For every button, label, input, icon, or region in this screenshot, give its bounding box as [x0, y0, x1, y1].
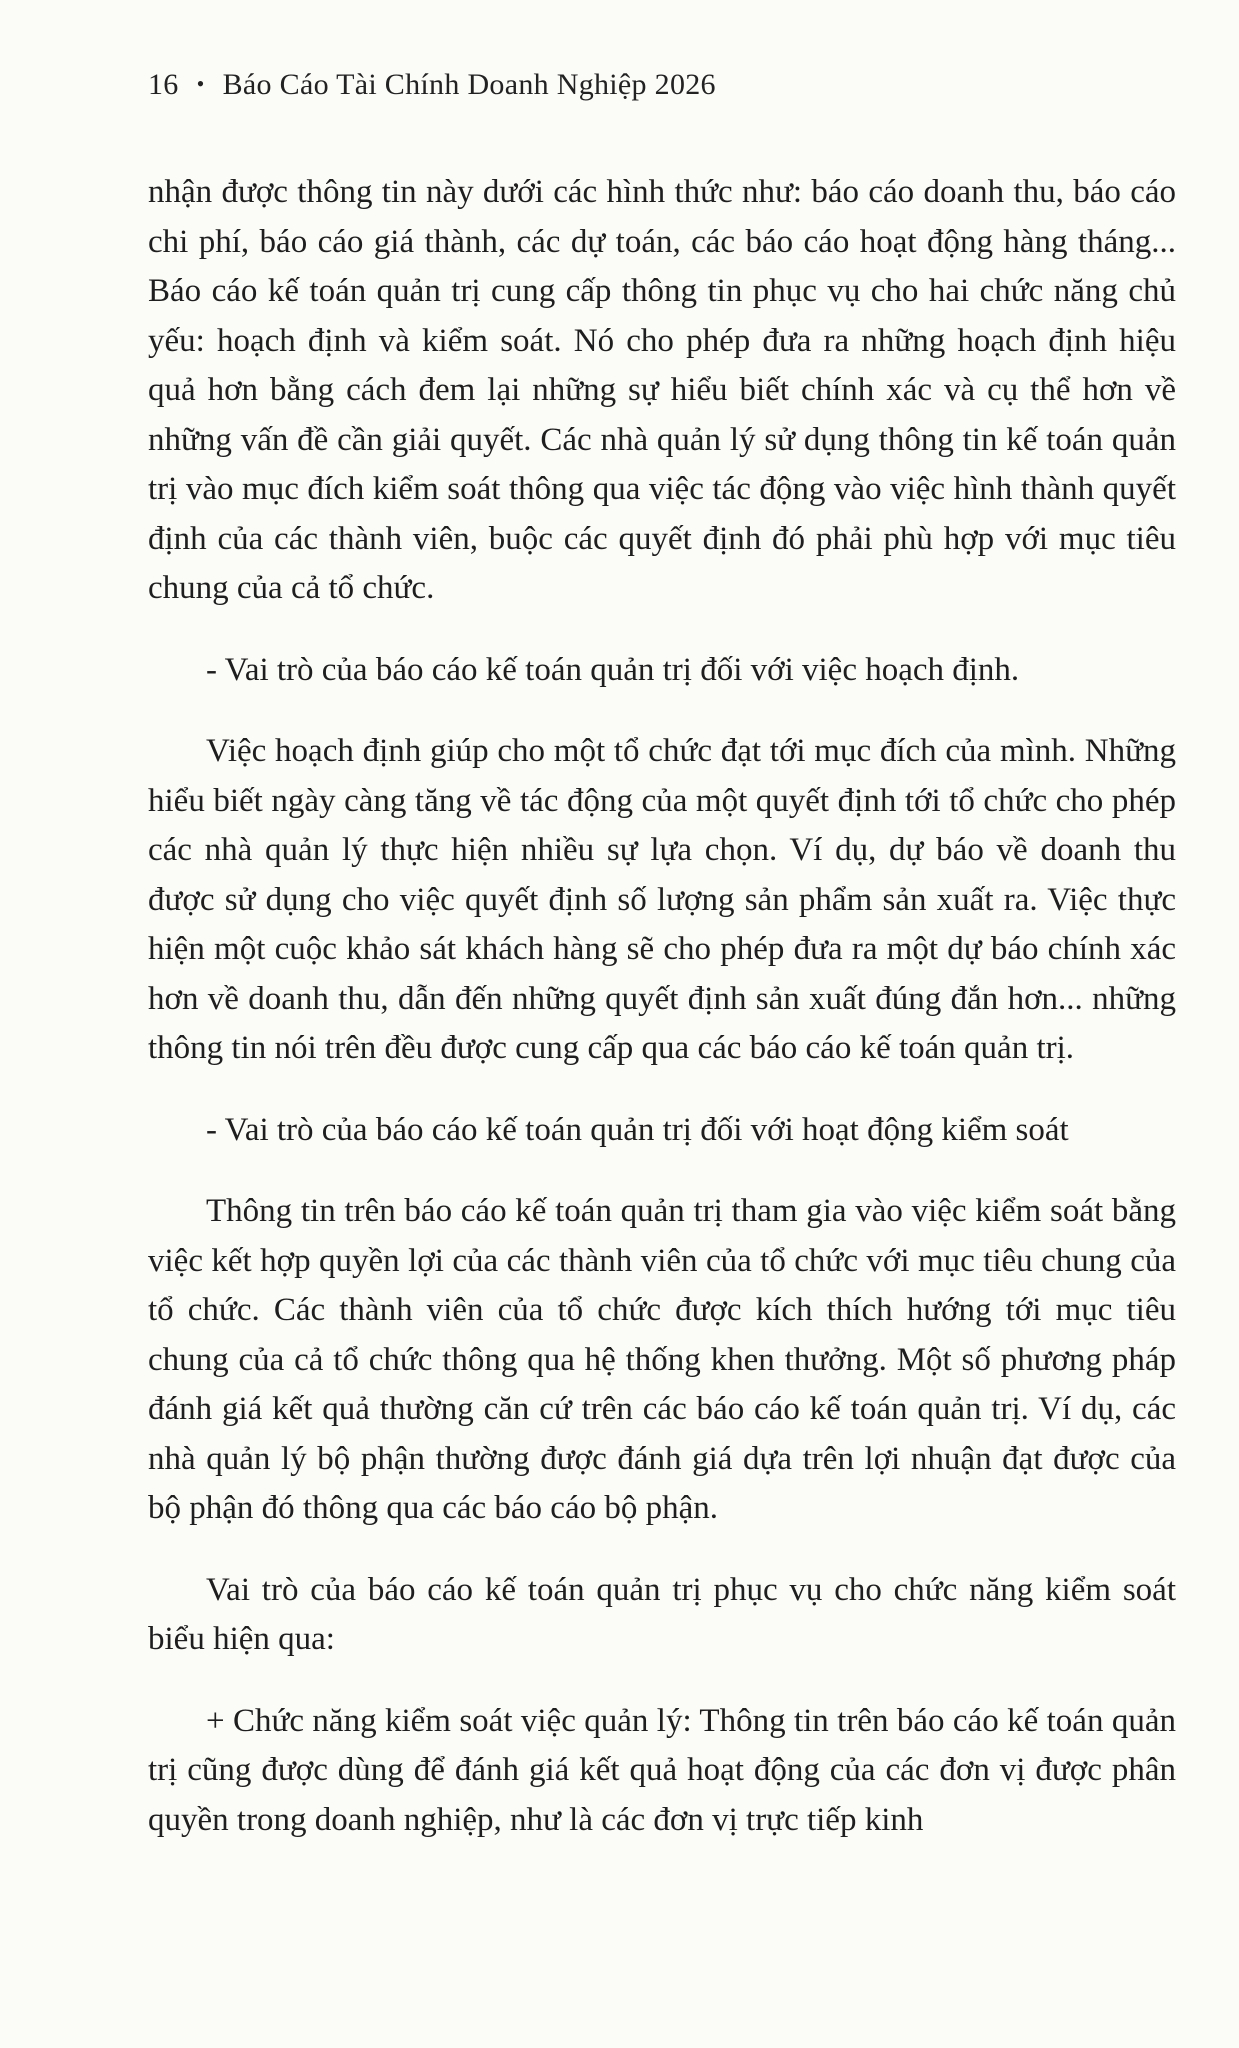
header-separator: • [196, 71, 205, 96]
page-body [148, 168, 1176, 1845]
paragraph-control: Thông tin trên báo cáo kế toán quản trị tham gia vào việc kiểm soát bằng việc kết hợp quyền lợi của các thành viên của tổ chức với mục tiêu chung của tổ chức. Các thành viên của tổ chức được kích thích hướng tới mục tiêu chung của cả tổ chức thông qua hệ thống khen thưởng. Một số phương pháp đánh giá kết quả thường căn cứ trên các báo cáo kế toán quản trị. Ví dụ, các nhà quản lý bộ phận thường được đánh giá dựa trên lợi nhuận đạt được của bộ phận đó thông qua các báo cáo bộ phận. [148, 1193, 1176, 1526]
section-heading-planning: - Vai trò của báo cáo kế toán quản trị đối với việc hoạch định. [206, 651, 1020, 688]
paragraph-control-functions: Vai trò của báo cáo kế toán quản trị phục vụ cho chức năng kiểm soát biểu hiện qua: [148, 1571, 1176, 1657]
paragraph-continued: nhận được thông tin này dưới các hình thức như: báo cáo doanh thu, báo cáo chi phí, báo cáo giá thành, các dự toán, các báo cáo hoạt động hàng tháng... Báo cáo kế toán quản trị cung cấp thông tin phục vụ cho hai chức năng chủ yếu: hoạch định và kiểm soát. Nó cho phép đưa ra những hoạch định hiệu quả hơn bằng cách đem lại những sự hiểu biết chính xác và cụ thể hơn về những vấn đề cần giải quyết. Các nhà quản lý sử dụng thông tin kế toán quản trị vào mục đích kiểm soát thông qua việc tác động vào việc hình thành quyết định của các thành viên, buộc các quyết định đó phải phù hợp với mục tiêu chung của cả tổ chức. [148, 174, 1176, 606]
paragraph-management-control: + Chức năng kiểm soát việc quản lý: Thông tin trên báo cáo kế toán quản trị cũng được dùng để đánh giá kết quả hoạt động của các đơn vị được phân quyền trong doanh nghiệp, như là các đơn vị trực tiếp kinh [148, 1702, 1176, 1838]
page-number: 16 [148, 68, 179, 101]
section-heading-control: - Vai trò của báo cáo kế toán quản trị đối với hoạt động kiểm soát [206, 1111, 1069, 1148]
running-header [148, 68, 716, 102]
running-title: Báo Cáo Tài Chính Doanh Nghiệp 2026 [222, 68, 716, 101]
paragraph-planning: Việc hoạch định giúp cho một tổ chức đạt tới mục đích của mình. Những hiểu biết ngày càng tăng về tác động của một quyết định tới tổ chức cho phép các nhà quản lý thực hiện nhiều sự lựa chọn. Ví dụ, dự báo về doanh thu được sử dụng cho việc quyết định số lượng sản phẩm sản xuất ra. Việc thực hiện một cuộc khảo sát khách hàng sẽ cho phép đưa ra một dự báo chính xác hơn về doanh thu, dẫn đến những quyết định sản xuất đúng đắn hơn... những thông tin nói trên đều được cung cấp qua các báo cáo kế toán quản trị. [148, 733, 1176, 1066]
